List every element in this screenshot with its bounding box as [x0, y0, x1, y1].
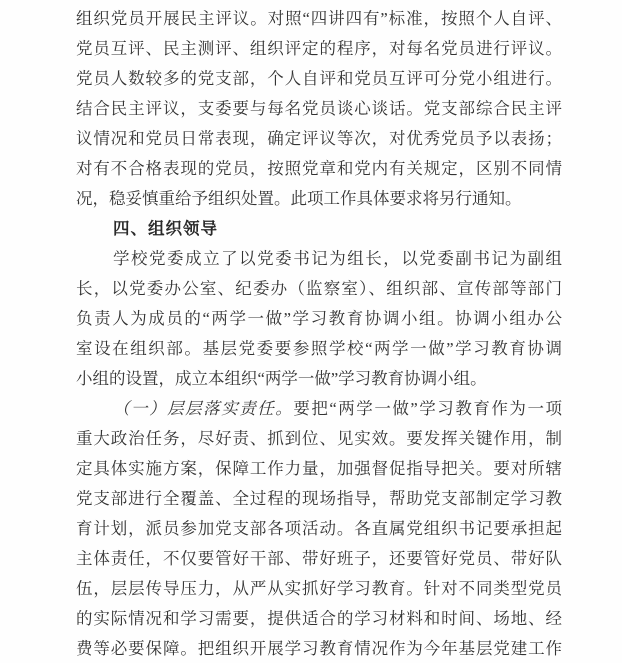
document-text	[76, 4, 562, 663]
text-segment: 党员人数较多的党支部，个人自评和党员互评可分党小组进行。	[76, 69, 562, 88]
text-segment: 学校党委成立了以党委书记为组长，以党委副书记为副组	[113, 249, 562, 268]
text-segment: 定具体实施方案，保障工作力量，加强督促指导把关。要对所辖	[76, 459, 562, 478]
text-segment: 况，稳妥慎重给予组织处置。此项工作具体要求将另行通知。	[76, 189, 522, 208]
section-heading: 四、组织领导	[113, 220, 218, 238]
text-segment: 室设在组织部。基层党委要参照学校“两学一做”学习教育协调	[76, 339, 562, 358]
text-line	[76, 244, 562, 274]
text-line	[76, 184, 562, 214]
text-line	[76, 214, 562, 244]
text-line	[76, 364, 562, 394]
text-segment: 结合民主评议，支委要与每名党员谈心谈话。党支部综合民主评	[76, 99, 562, 118]
text-line	[76, 604, 562, 634]
text-line	[76, 574, 562, 604]
text-line	[76, 124, 562, 154]
text-line	[76, 274, 562, 304]
text-segment: 主体责任，不仅要管好干部、带好班子，还要管好党员、带好队	[76, 549, 562, 568]
text-line	[76, 484, 562, 514]
text-line	[76, 4, 562, 34]
text-segment: 负责人为成员的“两学一做”学习教育协调小组。协调小组办公	[76, 309, 562, 328]
text-line	[76, 514, 562, 544]
text-segment: 重大政治任务，尽好责、抓到位、见实效。要发挥关键作用，制	[76, 429, 562, 448]
text-line	[76, 634, 562, 663]
text-segment: 对有不合格表现的党员，按照党章和党内有关规定，区别不同情	[76, 159, 562, 178]
text-segment: 小组的设置，成立本组织“两学一做”学习教育协调小组。	[76, 369, 487, 388]
text-segment: 要把“两学一做”学习教育作为一项	[293, 399, 562, 418]
text-segment: 党员互评、民主测评、组织评定的程序，对每名党员进行评议。	[76, 39, 562, 58]
text-segment: 党支部进行全覆盖、全过程的现场指导，帮助党支部制定学习教	[76, 489, 562, 508]
text-line	[76, 64, 562, 94]
text-segment: 费等必要保障。把组织开展学习教育情况作为今年基层党建工作	[76, 639, 562, 658]
text-line	[76, 154, 562, 184]
text-line	[76, 544, 562, 574]
subsection-heading: （一）层层落实责任。	[113, 399, 294, 418]
text-line	[76, 34, 562, 64]
text-segment: 的实际情况和学习需要，提供适合的学习材料和时间、场地、经	[76, 609, 562, 628]
text-line	[76, 304, 562, 334]
text-line	[76, 424, 562, 454]
text-line	[76, 394, 562, 424]
text-line	[76, 94, 562, 124]
text-segment: 伍，层层传导压力，从严从实抓好学习教育。针对不同类型党员	[76, 579, 562, 598]
text-segment: 议情况和党员日常表现，确定评议等次，对优秀党员予以表扬；	[76, 129, 562, 148]
text-line	[76, 334, 562, 364]
text-line	[76, 454, 562, 484]
text-segment: 长，以党委办公室、纪委办（监察室）、组织部、宣传部等部门	[76, 279, 562, 298]
text-segment: 育计划，派员参加党支部各项活动。各直属党组织书记要承担起	[76, 519, 562, 538]
text-segment: 组织党员开展民主评议。对照“四讲四有”标准，按照个人自评、	[76, 9, 562, 28]
